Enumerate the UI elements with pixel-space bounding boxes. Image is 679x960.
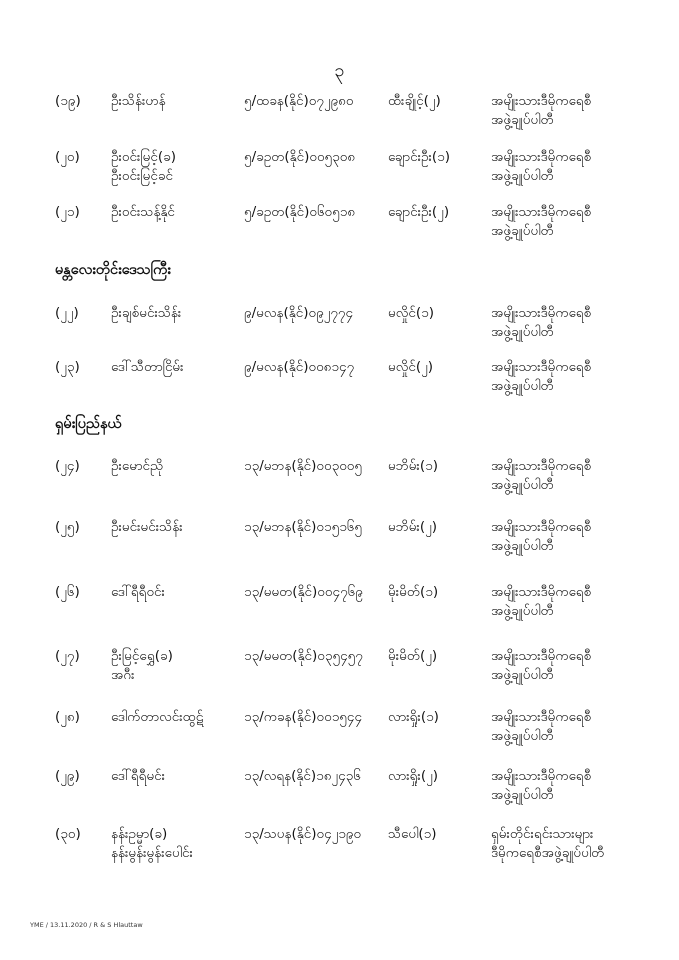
constituency: မလှိုင်(၂): [388, 359, 434, 375]
party-name: အမျိုးသားဒီမိုကရေစီ အဖွဲ့ချုပ်ပါတီ: [491, 458, 592, 493]
party-name: အမျိုးသားဒီမိုကရေစီ အဖွဲ့ချုပ်ပါတီ: [491, 305, 592, 340]
footer-text: YME / 13.11.2020 / R & S Hlauttaw: [30, 921, 143, 929]
page-number: ၃: [334, 60, 345, 81]
nrc-number: ၉/မလန(နိုင်)၀၉၂၇၇၄: [244, 305, 354, 321]
party-name: အမျိုးသားဒီမိုကရေစီ အဖွဲ့ချုပ်ပါတီ: [491, 709, 592, 744]
party-name: အမျိုးသားဒီမိုကရေစီ အဖွဲ့ချုပ်ပါတီ: [491, 768, 592, 803]
row-number: (၂၃): [55, 359, 80, 375]
party-name: အမျိုးသားဒီမိုကရေစီ အဖွဲ့ချုပ်ပါတီ: [491, 93, 592, 128]
nrc-number: ၁၃/လရန(နိုင်)၁၈၂၄၃၆: [244, 768, 361, 784]
candidate-name: ဦးဝင်းမြင့်(ခ) ဦးဝင်းမြင့်ခင်: [111, 149, 177, 184]
nrc-number: ၁၃/မဘန(နိုင်)၀၁၅၁၆၅: [244, 519, 362, 535]
constituency: မိုးမိတ်(၂): [388, 648, 438, 664]
party-name: အမျိုးသားဒီမိုကရေစီ အဖွဲ့ချုပ်ပါတီ: [491, 584, 592, 619]
constituency: မဘိမ်း(၂): [388, 519, 438, 535]
row-number: (၂၉): [55, 768, 80, 784]
nrc-number: ၅/ခဥတ(နိုင်)၀၆၀၅၁၈: [244, 204, 356, 220]
constituency: ချောင်းဦး(၁): [388, 149, 451, 165]
constituency: သီပေါ(၁): [388, 826, 437, 842]
candidate-name: ဦးမောင်ညို: [111, 458, 164, 474]
nrc-number: ၅/ထခန(နိုင်)၀၇၂၉၈၀: [244, 93, 354, 109]
row-number: (၂၁): [55, 204, 80, 220]
candidate-name: ဦးမင်းမင်းသိန်း: [111, 519, 183, 535]
row-number: (၂၅): [55, 519, 80, 535]
candidate-name: ဒေါ်ရီရီမင်း: [111, 768, 166, 784]
party-name: အမျိုးသားဒီမိုကရေစီ အဖွဲ့ချုပ်ပါတီ: [491, 149, 592, 184]
party-name: အမျိုးသားဒီမိုကရေစီ အဖွဲ့ချုပ်ပါတီ: [491, 204, 592, 239]
nrc-number: ၁၃/မမတ(နိုင်)၀၀၄၇၆၉: [244, 584, 363, 600]
constituency: လားရှိုး(၁): [388, 709, 439, 725]
nrc-number: ၁၃/သပန(နိုင်)၀၄၂၁၉၀: [244, 826, 362, 842]
row-number: (၂၀): [55, 149, 80, 165]
row-number: (၁၉): [55, 93, 81, 109]
row-number: (၂၇): [55, 648, 80, 664]
constituency: လားရှိုး(၂): [388, 768, 438, 784]
section-heading: မန္တလေးတိုင်းဒေသကြီး: [55, 262, 171, 278]
constituency: ချောင်းဦး(၂): [388, 204, 450, 220]
nrc-number: ၉/မလန(နိုင်)၀၀၈၁၄၇: [244, 359, 355, 375]
row-number: (၂၂): [55, 305, 79, 321]
party-name: အမျိုးသားဒီမိုကရေစီ အဖွဲ့ချုပ်ပါတီ: [491, 648, 592, 683]
candidate-name: နန်းဥမ္မာ(ခ) နန်းမွန်းမွန်းပေါင်း: [111, 826, 193, 861]
candidate-name: ဒေါက်တာလင်းထွဋ်: [111, 709, 204, 725]
constituency: မလှိုင်(၁): [388, 305, 434, 321]
nrc-number: ၁၃/မမတ(နိုင်)၀၃၅၄၅၇: [244, 648, 363, 664]
nrc-number: ၁၃/ကခန(နိုင်)၀၀၁၅၄၄: [244, 709, 363, 725]
row-number: (၂၆): [55, 584, 80, 600]
row-number: (၃၀): [55, 826, 81, 842]
party-name: အမျိုးသားဒီမိုကရေစီ အဖွဲ့ချုပ်ပါတီ: [491, 359, 592, 394]
candidate-name: ဦးသိန်းဟန်: [111, 93, 166, 109]
section-heading: ရှမ်းပြည်နယ်: [55, 416, 122, 432]
row-number: (၂၈): [55, 709, 80, 725]
nrc-number: ၁၃/မဘန(နိုင်)၀၀၃၀၀၅: [244, 458, 362, 474]
party-name: အမျိုးသားဒီမိုကရေစီ အဖွဲ့ချုပ်ပါတီ: [491, 519, 592, 554]
constituency: မဘိမ်း(၁): [388, 458, 438, 474]
candidate-name: ဦးဝင်းသန့်နိုင်: [111, 204, 175, 220]
row-number: (၂၄): [55, 458, 80, 474]
nrc-number: ၅/ခဥတ(နိုင်)၀၀၅၃၀၈: [244, 149, 356, 165]
candidate-name: ဦးမြင့်ရွှေ(ခ) အဂီး: [111, 648, 173, 683]
constituency: ထီးချိုင့်(၂): [388, 93, 441, 109]
candidate-name: ဦးချစ်မင်းသိန်း: [111, 305, 182, 321]
party-name: ရှမ်းတိုင်းရင်းသားများ ဒီမိုကရေစီအဖွဲ့ချုပ်ပါတီ: [491, 826, 605, 861]
candidate-name: ဒေါ်သီတာငြိမ်း: [111, 359, 184, 375]
candidate-name: ဒေါ်ရီရီဝင်း: [111, 584, 165, 600]
constituency: မိုးမိတ်(၁): [388, 584, 439, 600]
